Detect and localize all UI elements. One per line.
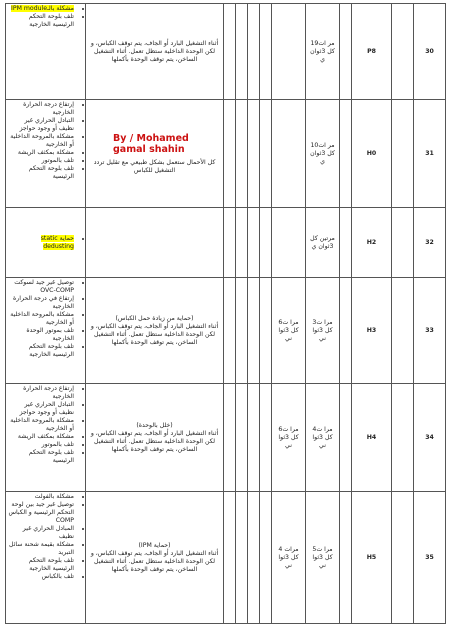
action-cell: كل الأحمال ستعمل بشكل طبيعي مع تقليل تردد التشغيل للكباس (86, 100, 224, 208)
table-row (6, 492, 446, 624)
cause-item: • إرتفاع درجة الحرارة الخارجية (8, 385, 74, 401)
cause-item: • مشكلة بالـIPM module (8, 5, 74, 13)
blink-count-b (272, 4, 306, 100)
empty-cell (340, 100, 352, 208)
action-cell: أثناء التشغيل البارد أو الجاف، يتم توقف الكباس، و لكن الوحدة الداخلية ستظل تعمل. أثناء التشغيل الساخن، يتم توقف الوحدة بأكملها (86, 4, 224, 100)
error-code: H3 (352, 278, 392, 384)
table-row (6, 384, 446, 492)
watermark-line: gamal shahin (113, 144, 185, 155)
action-cell: (حماية من زيادة حمل الكباس) أثناء التشغيل البارد أو الجاف، يتم توقف الكباس، و لكن الوحدة الداخلية ستظل تعمل. أثناء التشغيل الساخن، يتم توقف الوحدة بأكملها (86, 278, 224, 384)
table-row (6, 208, 446, 278)
cause-item: • تلف بالكباس (8, 573, 74, 581)
author-watermark (113, 133, 203, 155)
empty-cell (260, 4, 272, 100)
empty-cell (392, 492, 414, 624)
empty-cell (392, 100, 414, 208)
empty-cell (260, 384, 272, 492)
cause-item: • مشكلة بمكثف الريشة (8, 433, 74, 441)
cause-item: • تلف بالموتور (8, 441, 74, 449)
empty-cell (340, 208, 352, 278)
empty-cell (392, 208, 414, 278)
error-code: H2 (352, 208, 392, 278)
empty-cell (224, 278, 236, 384)
cause-item: • توصيل غير جيد بين لوحة التحكم الرئيسية و الكباس COMP (8, 501, 74, 525)
causes-cell (6, 100, 86, 208)
blink-count-b: 6مرا ت كل 3ثوا ني (272, 278, 306, 384)
error-code: H4 (352, 384, 392, 492)
empty-cell (392, 384, 414, 492)
row-number: 30 (414, 4, 446, 100)
empty-cell (260, 208, 272, 278)
blink-count-b: 4 مرات كل 3ثوا ني (272, 492, 306, 624)
empty-cell (248, 100, 260, 208)
table-row (6, 100, 446, 208)
cause-item: • تلف بلوحة التحكم الرئيسية الخارجية (8, 557, 74, 573)
cause-item: • المبادل الحراري غير نظيف (8, 525, 74, 541)
action-cell: (خلل بالوحدة) أثناء التشغيل البارد أو الجاف، يتم توقف الكباس، و لكن الوحدة الداخلية ستظل تعمل. أثناء التشغيل الساخن، يتم توقف الوحدة بأكملها (86, 384, 224, 492)
empty-cell (236, 492, 248, 624)
blink-count-b (272, 208, 306, 278)
empty-cell (340, 384, 352, 492)
empty-cell (224, 208, 236, 278)
empty-cell (248, 492, 260, 624)
empty-cell (260, 278, 272, 384)
cause-item: • مشكلة بالمروحة الداخلية أو الخارجية (8, 311, 74, 327)
table-row (6, 278, 446, 384)
row-number: 34 (414, 384, 446, 492)
causes-cell (6, 278, 86, 384)
empty-cell (236, 100, 248, 208)
row-number: 35 (414, 492, 446, 624)
row-number: 32 (414, 208, 446, 278)
empty-cell (248, 208, 260, 278)
empty-cell (392, 4, 414, 100)
error-code-table (5, 3, 446, 624)
empty-cell (248, 384, 260, 492)
cause-item: • حماية static dedusting (8, 235, 74, 251)
table-row (6, 4, 446, 100)
causes-cell (6, 208, 86, 278)
empty-cell (224, 100, 236, 208)
cause-item: • مشكلة بالمروحة الداخلية أو الخارجية (8, 133, 74, 149)
blink-count-a: 4مرا ت كل 3ثوا ني (306, 384, 340, 492)
empty-cell (260, 492, 272, 624)
error-code: P8 (352, 4, 392, 100)
error-code: H0 (352, 100, 392, 208)
causes-cell (6, 4, 86, 100)
empty-cell (236, 278, 248, 384)
cause-item: • إرتفاع في درجة الحرارة الخارجية (8, 295, 74, 311)
blink-count-a: 10مر ات كل 3ثوان ي (306, 100, 340, 208)
cause-item: • تلف بالموتور (8, 157, 74, 165)
cause-item: • التبادل الحراري غير نظيف أو وجود حواجز (8, 117, 74, 133)
cause-item: • إرتفاع درجة الحرارة الخارجية (8, 101, 74, 117)
empty-cell (236, 4, 248, 100)
empty-cell (236, 384, 248, 492)
blink-count-a: 19مر ات كل 3ثوان ي (306, 4, 340, 100)
cause-item: • تلف بلوحة التحكم الرئيسية الخارجية (8, 13, 74, 29)
empty-cell (260, 100, 272, 208)
action-cell: (حماية IPM) أثناء التشغيل البارد أو الجاف، يتم توقف الكباس، و لكن الوحدة الداخلية ستظل تعمل. أثناء التشغيل الساخن، يتم توقف الوحدة بأكملها (86, 492, 224, 624)
empty-cell (340, 492, 352, 624)
causes-cell (6, 384, 86, 492)
blink-count-a: مرتين كل 3ثوان ي (306, 208, 340, 278)
blink-count-a: 5مرا ت كل 3ثوا ني (306, 492, 340, 624)
causes-cell (6, 492, 86, 624)
cause-item: • مشكلة بالفولت (8, 493, 74, 501)
cause-item: • مشكلة بالمروحة الداخلية أو الخارجية (8, 417, 74, 433)
empty-cell (340, 278, 352, 384)
blink-count-a: 3مرا ت كل 3ثوا ني (306, 278, 340, 384)
empty-cell (224, 492, 236, 624)
cause-item: • التبادل الحراري غير نظيف أو وجود حواجز (8, 401, 74, 417)
cause-item: • مشكلة بقيمة شحنة سائل التبريد (8, 541, 74, 557)
empty-cell (224, 384, 236, 492)
error-code: H5 (352, 492, 392, 624)
empty-cell (340, 4, 352, 100)
row-number: 33 (414, 278, 446, 384)
empty-cell (248, 4, 260, 100)
cause-item: • تلف بلوحة التحكم الرئيسية (8, 449, 74, 465)
empty-cell (236, 208, 248, 278)
watermark-line: By / Mohamed (113, 133, 189, 144)
empty-cell (248, 278, 260, 384)
cause-item: • توصيل غير جيد لسوكت OVC-COMP (8, 279, 74, 295)
blink-count-b: 6مرا ت كل 3ثوا ني (272, 384, 306, 492)
empty-cell (392, 278, 414, 384)
cause-item: • تلف بلوحة التحكم الرئيسية الخارجية (8, 343, 74, 359)
empty-cell (224, 4, 236, 100)
action-cell (86, 208, 224, 278)
cause-item: • تلف بلوحة التحكم الرئيسية (8, 165, 74, 181)
cause-item: • مشكلة بمكثف الريشة (8, 149, 74, 157)
cause-item: • تلف بموتور الوحدة الخارجية (8, 327, 74, 343)
blink-count-b (272, 100, 306, 208)
row-number: 31 (414, 100, 446, 208)
